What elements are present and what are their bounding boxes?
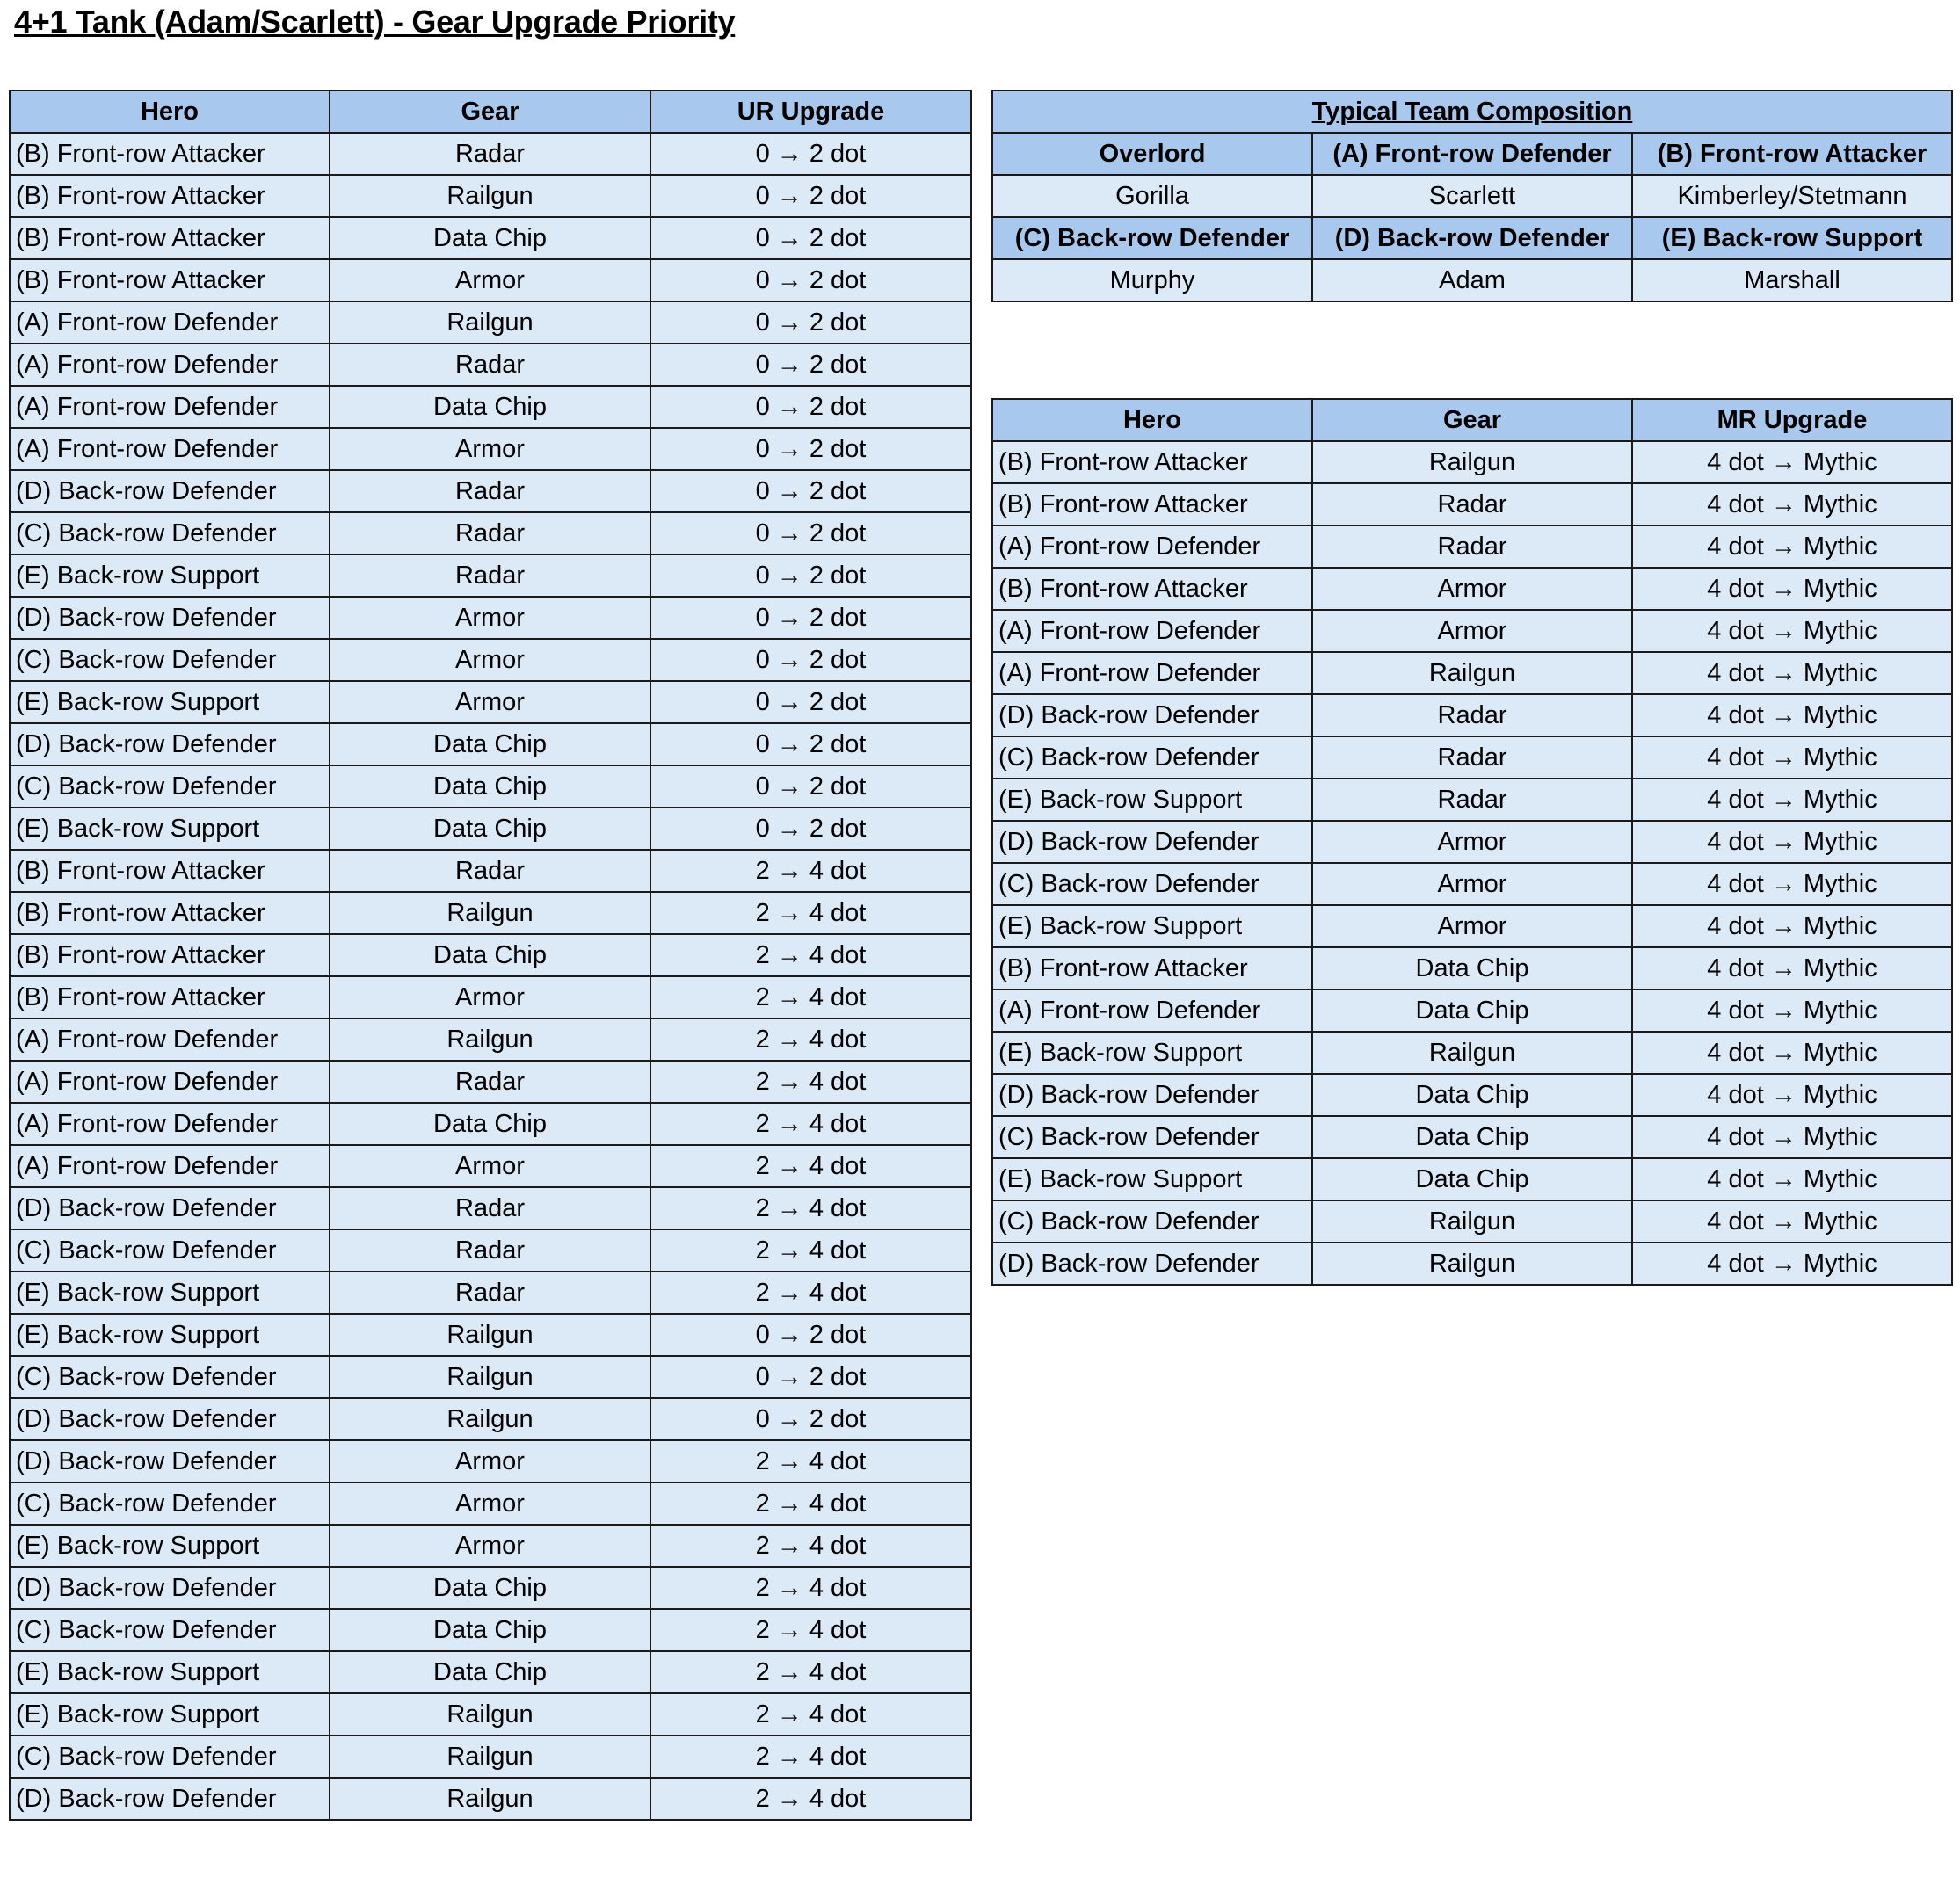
mr-gear-cell: Data Chip	[1312, 989, 1632, 1032]
ur-header-gear: Gear	[330, 91, 650, 133]
mr-gear-cell: Radar	[1312, 736, 1632, 779]
mr-gear-cell: Radar	[1312, 694, 1632, 736]
mr-upgrade-cell: 4 dot → Mythic	[1632, 905, 1952, 947]
ur-upgrade-cell: 2 → 4 dot	[650, 1736, 971, 1778]
mr-gear-cell: Railgun	[1312, 652, 1632, 694]
ur-table-row	[10, 217, 971, 259]
ur-table-row	[10, 639, 971, 681]
role-overlord: Overlord	[992, 133, 1312, 175]
ur-gear-cell: Data Chip	[330, 1103, 650, 1145]
ur-gear-cell: Data Chip	[330, 808, 650, 850]
ur-gear-cell: Railgun	[330, 1314, 650, 1356]
hero-a-front-row-defender: Scarlett	[1312, 175, 1632, 217]
ur-table-row	[10, 1272, 971, 1314]
ur-upgrade-cell: 2 → 4 dot	[650, 1482, 971, 1525]
ur-gear-cell: Armor	[330, 1482, 650, 1525]
ur-hero-cell: (C) Back-row Defender	[10, 1356, 330, 1398]
ur-gear-cell: Data Chip	[330, 934, 650, 976]
ur-gear-cell: Data Chip	[330, 386, 650, 428]
ur-table-row	[10, 1482, 971, 1525]
mr-hero-cell: (B) Front-row Attacker	[992, 947, 1312, 989]
mr-upgrade-cell: 4 dot → Mythic	[1632, 568, 1952, 610]
ur-upgrade-cell: 0 → 2 dot	[650, 1314, 971, 1356]
mr-hero-cell: (B) Front-row Attacker	[992, 568, 1312, 610]
mr-table-row	[992, 821, 1952, 863]
ur-hero-cell: (E) Back-row Support	[10, 1525, 330, 1567]
ur-gear-cell: Armor	[330, 976, 650, 1018]
mr-header-row	[992, 399, 1952, 441]
ur-table-row	[10, 175, 971, 217]
ur-gear-cell: Armor	[330, 1145, 650, 1187]
mr-table-row	[992, 652, 1952, 694]
ur-hero-cell: (D) Back-row Defender	[10, 1398, 330, 1440]
ur-hero-cell: (B) Front-row Attacker	[10, 259, 330, 301]
mr-gear-cell: Data Chip	[1312, 1116, 1632, 1158]
mr-gear-cell: Armor	[1312, 863, 1632, 905]
composition-role-row	[992, 133, 1952, 175]
mr-table-row	[992, 1074, 1952, 1116]
mr-hero-cell: (E) Back-row Support	[992, 1032, 1312, 1074]
mr-hero-cell: (C) Back-row Defender	[992, 1200, 1312, 1243]
ur-upgrade-cell: 0 → 2 dot	[650, 808, 971, 850]
ur-gear-cell: Railgun	[330, 175, 650, 217]
mr-table-row	[992, 525, 1952, 568]
ur-hero-cell: (A) Front-row Defender	[10, 1061, 330, 1103]
ur-gear-cell: Armor	[330, 259, 650, 301]
composition-role-row	[992, 217, 1952, 259]
mr-table-row	[992, 1032, 1952, 1074]
hero-e-back-row-support: Marshall	[1632, 259, 1952, 301]
ur-hero-cell: (D) Back-row Defender	[10, 1567, 330, 1609]
mr-table-row	[992, 568, 1952, 610]
ur-gear-cell: Radar	[330, 1061, 650, 1103]
ur-gear-cell: Radar	[330, 344, 650, 386]
hero-b-front-row-attacker: Kimberley/Stetmann	[1632, 175, 1952, 217]
ur-upgrade-cell: 2 → 4 dot	[650, 1525, 971, 1567]
ur-table-row	[10, 386, 971, 428]
ur-hero-cell: (E) Back-row Support	[10, 1693, 330, 1736]
mr-table-row	[992, 1116, 1952, 1158]
mr-table-row	[992, 779, 1952, 821]
ur-table-row	[10, 1103, 971, 1145]
mr-table-row	[992, 1243, 1952, 1285]
ur-hero-cell: (D) Back-row Defender	[10, 1778, 330, 1820]
ur-upgrade-cell: 2 → 4 dot	[650, 1778, 971, 1820]
ur-upgrade-cell: 2 → 4 dot	[650, 1103, 971, 1145]
mr-hero-cell: (B) Front-row Attacker	[992, 441, 1312, 483]
ur-upgrade-cell: 0 → 2 dot	[650, 597, 971, 639]
ur-table-row	[10, 723, 971, 765]
ur-gear-cell: Radar	[330, 554, 650, 597]
mr-gear-cell: Railgun	[1312, 1243, 1632, 1285]
mr-upgrade-cell: 4 dot → Mythic	[1632, 821, 1952, 863]
mr-table-row	[992, 694, 1952, 736]
mr-header-upgrade: MR Upgrade	[1632, 399, 1952, 441]
ur-hero-cell: (A) Front-row Defender	[10, 344, 330, 386]
mr-upgrade-cell: 4 dot → Mythic	[1632, 652, 1952, 694]
ur-table-row	[10, 1314, 971, 1356]
ur-gear-cell: Data Chip	[330, 723, 650, 765]
ur-upgrade-cell: 0 → 2 dot	[650, 639, 971, 681]
ur-hero-cell: (A) Front-row Defender	[10, 1145, 330, 1187]
ur-header-hero: Hero	[10, 91, 330, 133]
ur-upgrade-cell: 0 → 2 dot	[650, 344, 971, 386]
role-b-front-row-attacker: (B) Front-row Attacker	[1632, 133, 1952, 175]
role-c-back-row-defender: (C) Back-row Defender	[992, 217, 1312, 259]
mr-upgrade-cell: 4 dot → Mythic	[1632, 610, 1952, 652]
ur-table-row	[10, 1061, 971, 1103]
ur-upgrade-cell: 0 → 2 dot	[650, 470, 971, 512]
ur-gear-cell: Data Chip	[330, 1609, 650, 1651]
mr-table-row	[992, 863, 1952, 905]
mr-gear-cell: Radar	[1312, 483, 1632, 525]
ur-upgrade-cell: 0 → 2 dot	[650, 1398, 971, 1440]
mr-gear-cell: Data Chip	[1312, 947, 1632, 989]
mr-gear-cell: Railgun	[1312, 1032, 1632, 1074]
mr-upgrade-cell: 4 dot → Mythic	[1632, 1243, 1952, 1285]
mr-hero-cell: (D) Back-row Defender	[992, 1243, 1312, 1285]
ur-hero-cell: (B) Front-row Attacker	[10, 976, 330, 1018]
ur-upgrade-cell: 0 → 2 dot	[650, 386, 971, 428]
mr-gear-cell: Railgun	[1312, 1200, 1632, 1243]
ur-gear-cell: Radar	[330, 1272, 650, 1314]
ur-table-row	[10, 133, 971, 175]
composition-hero-row	[992, 259, 1952, 301]
mr-header-hero: Hero	[992, 399, 1312, 441]
ur-hero-cell: (D) Back-row Defender	[10, 470, 330, 512]
mr-hero-cell: (A) Front-row Defender	[992, 525, 1312, 568]
ur-table-body	[10, 133, 971, 1820]
ur-table-row	[10, 1567, 971, 1609]
ur-upgrade-cell: 2 → 4 dot	[650, 1061, 971, 1103]
ur-upgrade-cell: 0 → 2 dot	[650, 1356, 971, 1398]
hero-c-back-row-defender: Murphy	[992, 259, 1312, 301]
mr-hero-cell: (A) Front-row Defender	[992, 989, 1312, 1032]
mr-hero-cell: (C) Back-row Defender	[992, 863, 1312, 905]
ur-hero-cell: (C) Back-row Defender	[10, 639, 330, 681]
ur-table-row	[10, 301, 971, 344]
mr-table-row	[992, 483, 1952, 525]
ur-table-row	[10, 976, 971, 1018]
ur-hero-cell: (D) Back-row Defender	[10, 1187, 330, 1229]
ur-hero-cell: (E) Back-row Support	[10, 681, 330, 723]
ur-gear-cell: Data Chip	[330, 765, 650, 808]
mr-gear-cell: Armor	[1312, 821, 1632, 863]
mr-gear-cell: Armor	[1312, 905, 1632, 947]
mr-table-row	[992, 736, 1952, 779]
ur-table-row	[10, 934, 971, 976]
ur-gear-cell: Armor	[330, 428, 650, 470]
mr-hero-cell: (D) Back-row Defender	[992, 1074, 1312, 1116]
ur-hero-cell: (C) Back-row Defender	[10, 1482, 330, 1525]
ur-table-row	[10, 1145, 971, 1187]
mr-upgrade-cell: 4 dot → Mythic	[1632, 694, 1952, 736]
ur-upgrade-cell: 0 → 2 dot	[650, 681, 971, 723]
ur-hero-cell: (D) Back-row Defender	[10, 597, 330, 639]
ur-table-row	[10, 681, 971, 723]
mr-gear-cell: Radar	[1312, 779, 1632, 821]
ur-gear-cell: Railgun	[330, 1778, 650, 1820]
ur-gear-cell: Railgun	[330, 301, 650, 344]
ur-hero-cell: (E) Back-row Support	[10, 1314, 330, 1356]
ur-table-row	[10, 892, 971, 934]
mr-gear-cell: Armor	[1312, 568, 1632, 610]
mr-gear-cell: Railgun	[1312, 441, 1632, 483]
mr-upgrade-cell: 4 dot → Mythic	[1632, 779, 1952, 821]
mr-upgrade-cell: 4 dot → Mythic	[1632, 863, 1952, 905]
ur-table-row	[10, 1018, 971, 1061]
ur-gear-cell: Armor	[330, 1440, 650, 1482]
ur-table-row	[10, 554, 971, 597]
hero-d-back-row-defender: Adam	[1312, 259, 1632, 301]
ur-gear-cell: Radar	[330, 1187, 650, 1229]
ur-upgrade-cell: 0 → 2 dot	[650, 133, 971, 175]
ur-table-row	[10, 512, 971, 554]
ur-gear-cell: Radar	[330, 1229, 650, 1272]
ur-table-row	[10, 1187, 971, 1229]
ur-header-row	[10, 91, 971, 133]
mr-gear-cell: Data Chip	[1312, 1158, 1632, 1200]
mr-gear-cell: Data Chip	[1312, 1074, 1632, 1116]
ur-table-row	[10, 1398, 971, 1440]
mr-upgrade-cell: 4 dot → Mythic	[1632, 736, 1952, 779]
ur-upgrade-cell: 2 → 4 dot	[650, 1187, 971, 1229]
ur-hero-cell: (A) Front-row Defender	[10, 386, 330, 428]
ur-upgrade-cell: 0 → 2 dot	[650, 217, 971, 259]
mr-upgrade-cell: 4 dot → Mythic	[1632, 1200, 1952, 1243]
ur-upgrade-cell: 2 → 4 dot	[650, 1440, 971, 1482]
ur-hero-cell: (E) Back-row Support	[10, 1272, 330, 1314]
composition-title: Typical Team Composition	[992, 91, 1952, 133]
ur-gear-cell: Armor	[330, 639, 650, 681]
ur-gear-cell: Radar	[330, 850, 650, 892]
ur-upgrade-cell: 2 → 4 dot	[650, 1229, 971, 1272]
ur-upgrade-cell: 0 → 2 dot	[650, 301, 971, 344]
ur-hero-cell: (E) Back-row Support	[10, 1651, 330, 1693]
mr-hero-cell: (E) Back-row Support	[992, 905, 1312, 947]
ur-hero-cell: (E) Back-row Support	[10, 554, 330, 597]
ur-table-row	[10, 470, 971, 512]
mr-upgrade-cell: 4 dot → Mythic	[1632, 1116, 1952, 1158]
ur-gear-cell: Railgun	[330, 892, 650, 934]
mr-hero-cell: (C) Back-row Defender	[992, 1116, 1312, 1158]
ur-table-row	[10, 344, 971, 386]
ur-gear-cell: Data Chip	[330, 1651, 650, 1693]
ur-gear-cell: Railgun	[330, 1356, 650, 1398]
ur-upgrade-cell: 2 → 4 dot	[650, 1609, 971, 1651]
mr-hero-cell: (E) Back-row Support	[992, 1158, 1312, 1200]
mr-upgrade-cell: 4 dot → Mythic	[1632, 525, 1952, 568]
ur-table-row	[10, 1440, 971, 1482]
mr-hero-cell: (A) Front-row Defender	[992, 652, 1312, 694]
ur-gear-cell: Railgun	[330, 1398, 650, 1440]
ur-upgrade-cell: 2 → 4 dot	[650, 850, 971, 892]
mr-upgrade-cell: 4 dot → Mythic	[1632, 989, 1952, 1032]
ur-hero-cell: (A) Front-row Defender	[10, 428, 330, 470]
ur-hero-cell: (D) Back-row Defender	[10, 1440, 330, 1482]
mr-table-row	[992, 1158, 1952, 1200]
ur-upgrade-cell: 0 → 2 dot	[650, 723, 971, 765]
ur-upgrade-cell: 2 → 4 dot	[650, 1272, 971, 1314]
ur-gear-cell: Radar	[330, 470, 650, 512]
ur-upgrade-table	[9, 90, 972, 1821]
ur-table-row	[10, 597, 971, 639]
ur-upgrade-cell: 2 → 4 dot	[650, 892, 971, 934]
ur-gear-cell: Railgun	[330, 1018, 650, 1061]
mr-upgrade-cell: 4 dot → Mythic	[1632, 441, 1952, 483]
role-d-back-row-defender: (D) Back-row Defender	[1312, 217, 1632, 259]
mr-table-row	[992, 989, 1952, 1032]
mr-table-row	[992, 610, 1952, 652]
mr-table-row	[992, 947, 1952, 989]
ur-upgrade-cell: 2 → 4 dot	[650, 1567, 971, 1609]
ur-table-row	[10, 1356, 971, 1398]
ur-gear-cell: Railgun	[330, 1736, 650, 1778]
ur-table-row	[10, 1778, 971, 1820]
ur-table-row	[10, 1736, 971, 1778]
ur-header-upgrade: UR Upgrade	[650, 91, 971, 133]
ur-hero-cell: (D) Back-row Defender	[10, 723, 330, 765]
ur-upgrade-cell: 0 → 2 dot	[650, 428, 971, 470]
ur-table-row	[10, 850, 971, 892]
ur-upgrade-cell: 0 → 2 dot	[650, 512, 971, 554]
ur-gear-cell: Radar	[330, 133, 650, 175]
mr-header-gear: Gear	[1312, 399, 1632, 441]
ur-gear-cell: Armor	[330, 1525, 650, 1567]
ur-upgrade-cell: 2 → 4 dot	[650, 1145, 971, 1187]
ur-hero-cell: (C) Back-row Defender	[10, 1229, 330, 1272]
ur-hero-cell: (B) Front-row Attacker	[10, 934, 330, 976]
mr-gear-cell: Armor	[1312, 610, 1632, 652]
ur-table-row	[10, 1229, 971, 1272]
ur-upgrade-cell: 2 → 4 dot	[650, 1693, 971, 1736]
mr-upgrade-cell: 4 dot → Mythic	[1632, 1032, 1952, 1074]
ur-table-row	[10, 765, 971, 808]
ur-gear-cell: Armor	[330, 597, 650, 639]
ur-gear-cell: Railgun	[330, 1693, 650, 1736]
mr-hero-cell: (E) Back-row Support	[992, 779, 1312, 821]
ur-table-row	[10, 1609, 971, 1651]
ur-hero-cell: (C) Back-row Defender	[10, 512, 330, 554]
mr-table-body	[992, 441, 1952, 1285]
mr-upgrade-cell: 4 dot → Mythic	[1632, 1074, 1952, 1116]
mr-hero-cell: (C) Back-row Defender	[992, 736, 1312, 779]
mr-hero-cell: (D) Back-row Defender	[992, 694, 1312, 736]
ur-hero-cell: (A) Front-row Defender	[10, 1018, 330, 1061]
ur-table-row	[10, 1651, 971, 1693]
ur-table-row	[10, 808, 971, 850]
mr-table-row	[992, 1200, 1952, 1243]
ur-upgrade-cell: 0 → 2 dot	[650, 175, 971, 217]
ur-upgrade-cell: 2 → 4 dot	[650, 976, 971, 1018]
ur-hero-cell: (B) Front-row Attacker	[10, 217, 330, 259]
ur-table-row	[10, 428, 971, 470]
page-title: 4+1 Tank (Adam/Scarlett) - Gear Upgrade Priority	[14, 4, 736, 40]
ur-hero-cell: (C) Back-row Defender	[10, 1609, 330, 1651]
mr-table-row	[992, 905, 1952, 947]
composition-title-row	[992, 91, 1952, 133]
mr-gear-cell: Radar	[1312, 525, 1632, 568]
ur-table-row	[10, 259, 971, 301]
hero-overlord: Gorilla	[992, 175, 1312, 217]
mr-upgrade-cell: 4 dot → Mythic	[1632, 1158, 1952, 1200]
role-a-front-row-defender: (A) Front-row Defender	[1312, 133, 1632, 175]
ur-upgrade-cell: 0 → 2 dot	[650, 259, 971, 301]
role-e-back-row-support: (E) Back-row Support	[1632, 217, 1952, 259]
ur-hero-cell: (B) Front-row Attacker	[10, 892, 330, 934]
ur-hero-cell: (B) Front-row Attacker	[10, 175, 330, 217]
ur-hero-cell: (C) Back-row Defender	[10, 765, 330, 808]
ur-hero-cell: (E) Back-row Support	[10, 808, 330, 850]
ur-gear-cell: Radar	[330, 512, 650, 554]
ur-gear-cell: Data Chip	[330, 1567, 650, 1609]
ur-upgrade-cell: 2 → 4 dot	[650, 1651, 971, 1693]
ur-table-row	[10, 1693, 971, 1736]
mr-upgrade-cell: 4 dot → Mythic	[1632, 483, 1952, 525]
ur-hero-cell: (C) Back-row Defender	[10, 1736, 330, 1778]
mr-hero-cell: (B) Front-row Attacker	[992, 483, 1312, 525]
mr-table-row	[992, 441, 1952, 483]
mr-hero-cell: (D) Back-row Defender	[992, 821, 1312, 863]
ur-hero-cell: (A) Front-row Defender	[10, 1103, 330, 1145]
ur-hero-cell: (B) Front-row Attacker	[10, 850, 330, 892]
ur-upgrade-cell: 2 → 4 dot	[650, 934, 971, 976]
ur-upgrade-cell: 2 → 4 dot	[650, 1018, 971, 1061]
ur-table-row	[10, 1525, 971, 1567]
composition-hero-row	[992, 175, 1952, 217]
ur-upgrade-cell: 0 → 2 dot	[650, 554, 971, 597]
ur-gear-cell: Armor	[330, 681, 650, 723]
ur-hero-cell: (A) Front-row Defender	[10, 301, 330, 344]
team-composition-table	[991, 90, 1953, 302]
ur-upgrade-cell: 0 → 2 dot	[650, 765, 971, 808]
mr-hero-cell: (A) Front-row Defender	[992, 610, 1312, 652]
mr-upgrade-cell: 4 dot → Mythic	[1632, 947, 1952, 989]
ur-hero-cell: (B) Front-row Attacker	[10, 133, 330, 175]
mr-upgrade-table	[991, 398, 1953, 1286]
ur-gear-cell: Data Chip	[330, 217, 650, 259]
